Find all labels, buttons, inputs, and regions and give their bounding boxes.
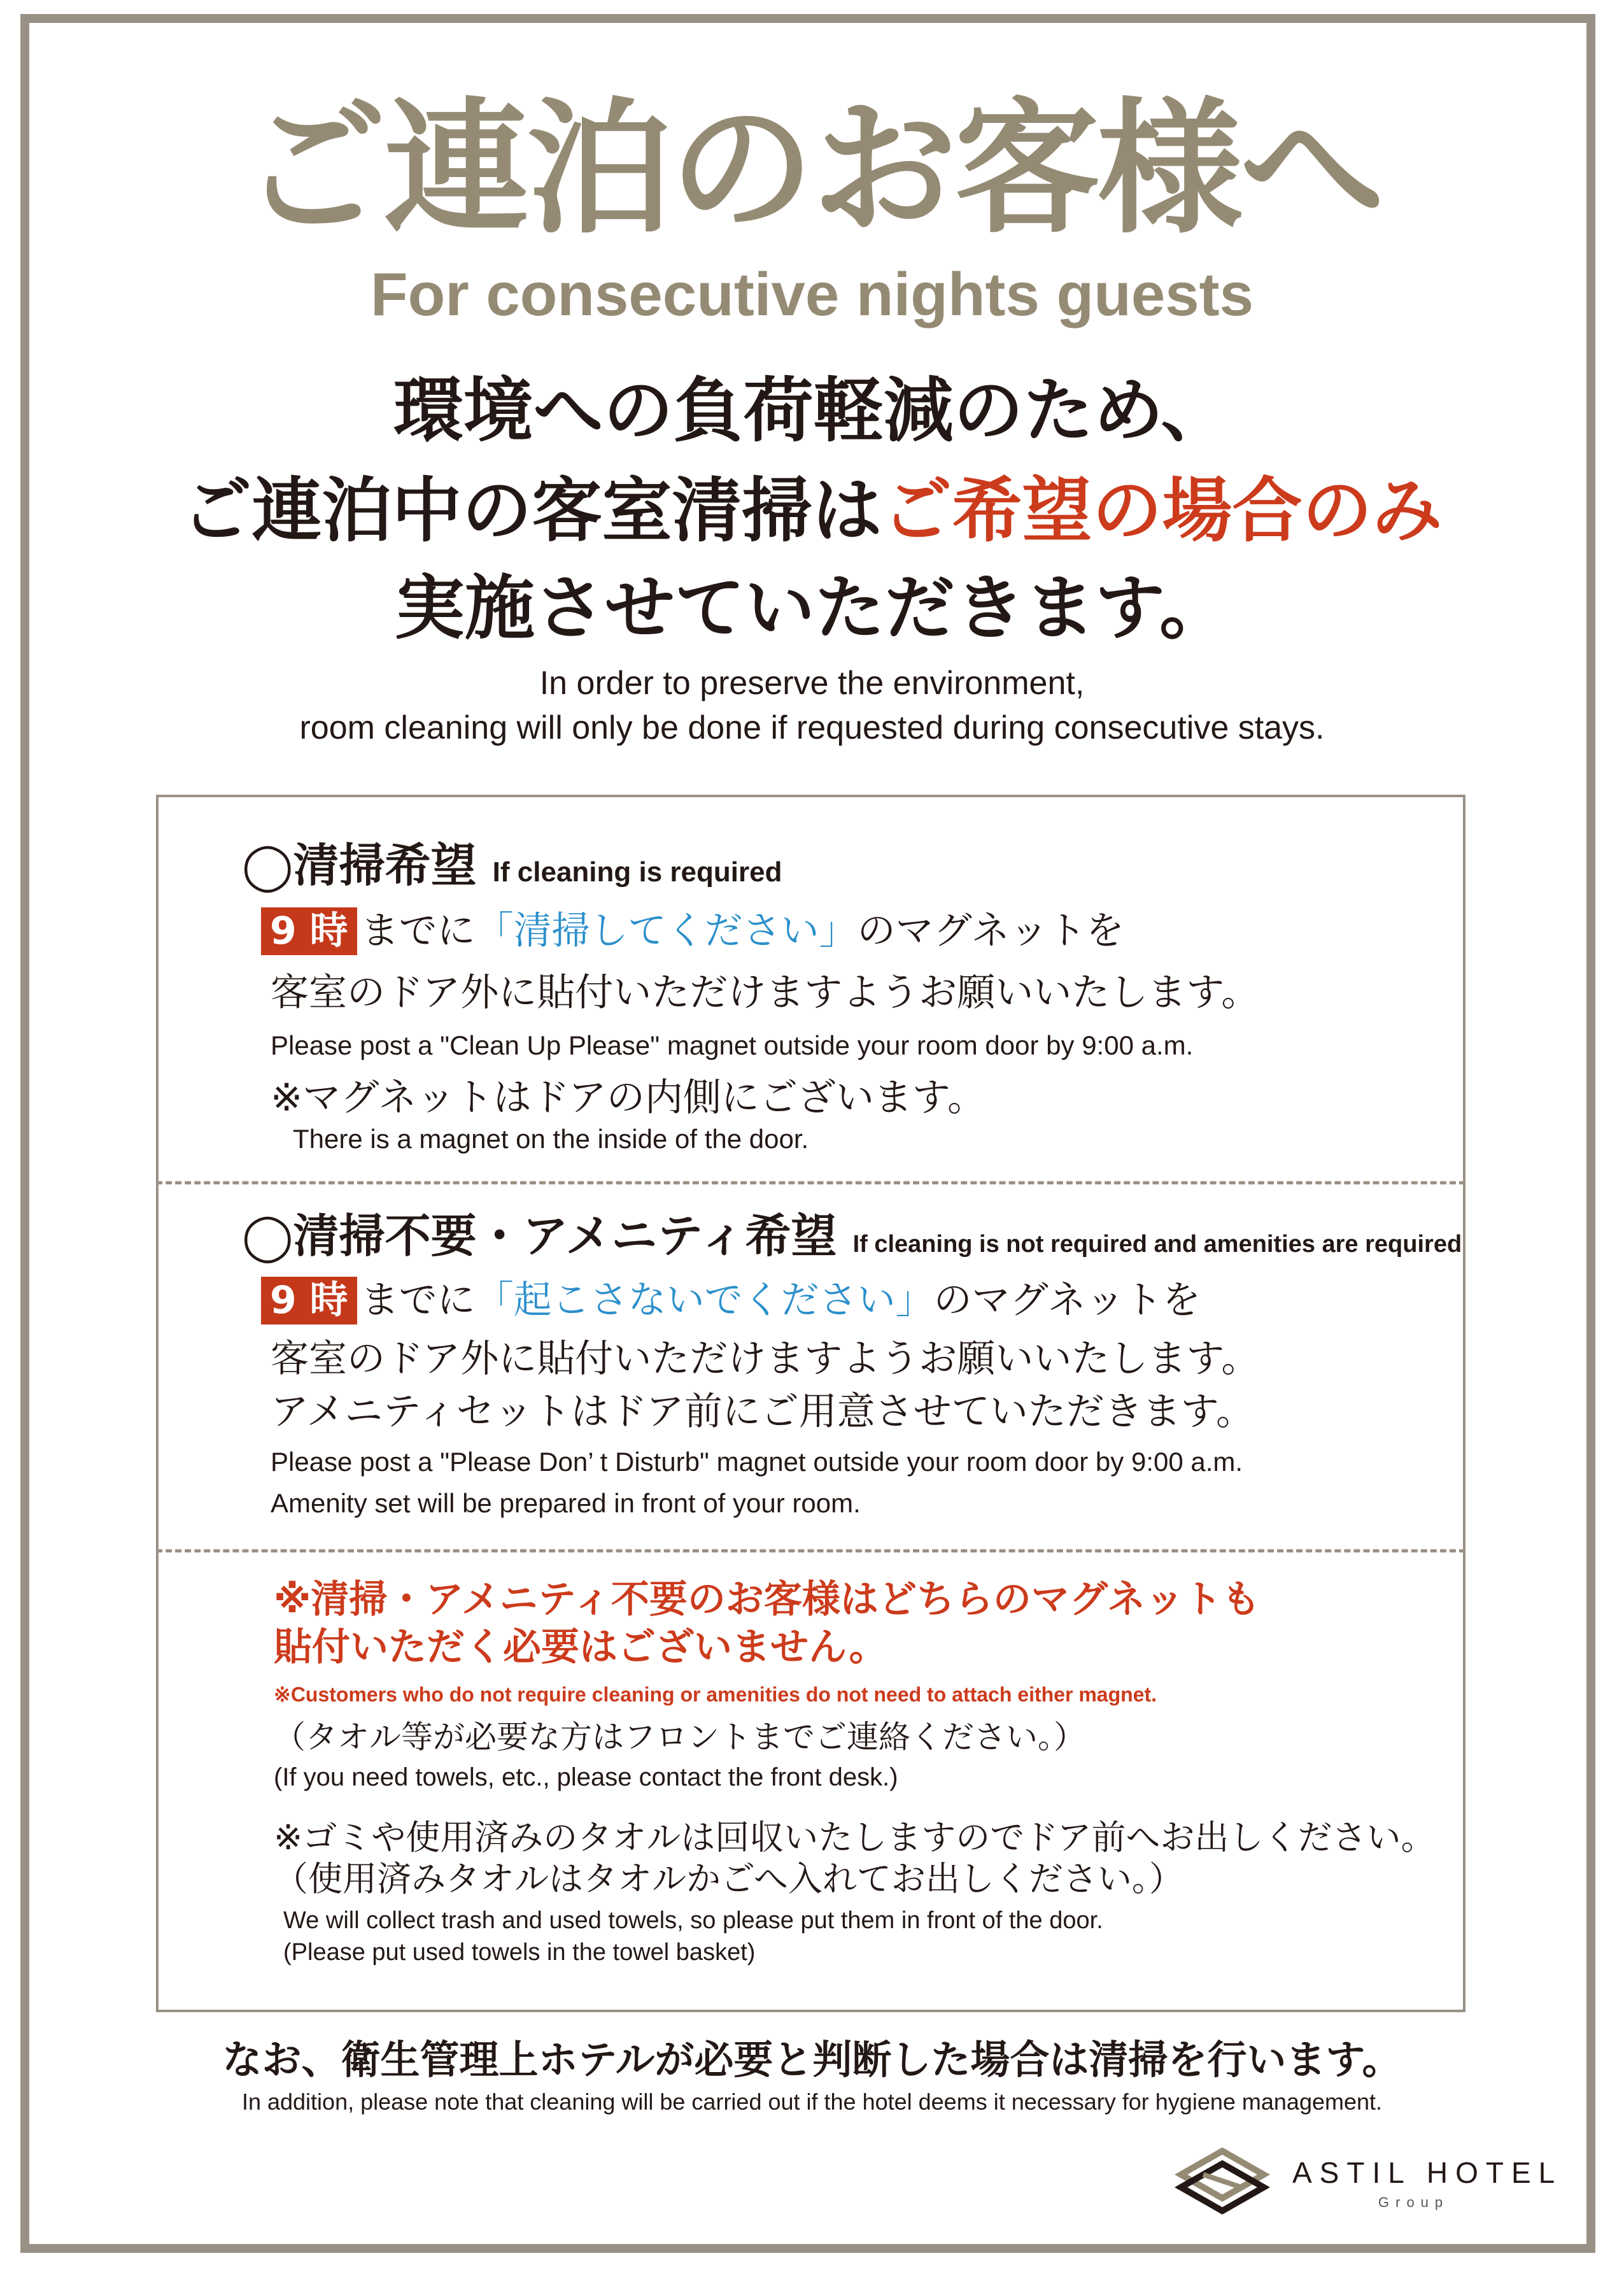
trash-note-en-1: We will collect trash and used towels, so please put them in front of the door. [283,1907,1103,1934]
trash-note-ja-2: （使用済みタオルはタオルかごへ入れてお出しください。） [274,1859,1183,1899]
section1-line-2: 客室のドア外に貼付いただけますようお願いいたします。 [271,970,1260,1015]
hotel-group-label: Group [1378,2194,1450,2210]
section1-english: Please post a "Clean Up Please" magnet outside your room door by 9:00 a.m. [271,1030,1194,1060]
section1-note-en: There is a magnet on the inside of the door. [293,1124,809,1154]
section1-note-ja: ※マグネットはドアの内側にございます。 [271,1076,986,1120]
title-japanese: ご連泊のお客様へ [241,84,1383,253]
trash-note-ja-1: ※ゴミや使用済みのタオルは回収いたしますのでドア前へお出しください。 [274,1817,1436,1857]
footer-english: In addition, please note that cleaning will be carried out if the hotel deems it necessary for hygiene management. [241,2089,1383,2115]
section2-line-2: 客室のドア外に貼付いただけますようお願いいたします。 [271,1337,1260,1381]
time-badge: 9 時 [261,907,357,955]
section1-heading [242,839,782,892]
section2-line-1-a: までに [360,1278,476,1323]
lead-line-2-prefix: ご連泊中の客室清掃は [181,470,882,551]
time-badge: 9 時 [261,1277,357,1324]
towel-note-ja: （タオル等が必要な方はフロントまでご連絡ください。） [274,1719,1085,1756]
section1-heading-en: If cleaning is required [492,856,782,888]
section1-line-1 [261,907,1124,955]
trash-note-en-2: (Please put used towels in the towel basket) [283,1939,756,1966]
section1-line-1-b: のマグネットを [857,909,1125,953]
section2-heading-en: If cleaning is not required and amenities are required [852,1231,1462,1258]
do-not-disturb-magnet-label: 「起こさないでください」 [475,1278,934,1323]
title-english: For consecutive nights guests [371,260,1253,329]
section2-heading-ja: ◯清掃不要・アメニティ希望 [242,1209,837,1263]
warning-line-1: ※清掃・アメニティ不要のお客様はどちらのマグネットも [274,1577,1260,1622]
clean-up-magnet-label: 「清掃してください」 [475,909,858,953]
section2-line-3: アメニティセットはドア前にご用意させていただきます。 [271,1389,1254,1434]
section2-line-1 [261,1277,1201,1324]
footer-japanese: なお、衛生管理上ホテルが必要と判断した場合は清掃を行います。 [222,2036,1402,2083]
towel-note-en: (If you need towels, etc., please contact the front desk.) [274,1763,898,1791]
hotel-name: ASTIL HOTEL [1292,2156,1563,2189]
warning-line-2: 貼付いただく必要はございません。 [274,1625,887,1670]
section2-heading [242,1210,1462,1263]
lead-line-1: 環境への負荷軽減のため、 [393,370,1231,451]
lead-line-2-highlight: ご希望の場合のみ [882,470,1443,551]
section-divider-1 [156,1181,1465,1184]
section2-english-2: Amenity set will be prepared in front of your room. [271,1488,861,1518]
section2-english-1: Please post a "Please Don’ t Disturb" magnet outside your room door by 9:00 a.m. [271,1447,1243,1477]
section2-line-1-b: のマグネットを [933,1278,1201,1323]
section1-heading-ja: ◯清掃希望 [242,839,477,892]
lead-english-2: room cleaning will only be done if requested during consecutive stays. [299,709,1325,746]
lead-line-2 [0,472,1624,550]
warning-english: ※Customers who do not require cleaning or amenities do not need to attach either magnet. [274,1683,1157,1706]
section-divider-2 [156,1549,1465,1552]
section1-line-1-a: までに [360,909,476,953]
lead-english-1: In order to preserve the environment, [539,665,1085,702]
lead-line-3: 実施させていただきます。 [394,567,1230,649]
astil-hotel-logo-icon [1175,2146,1270,2216]
